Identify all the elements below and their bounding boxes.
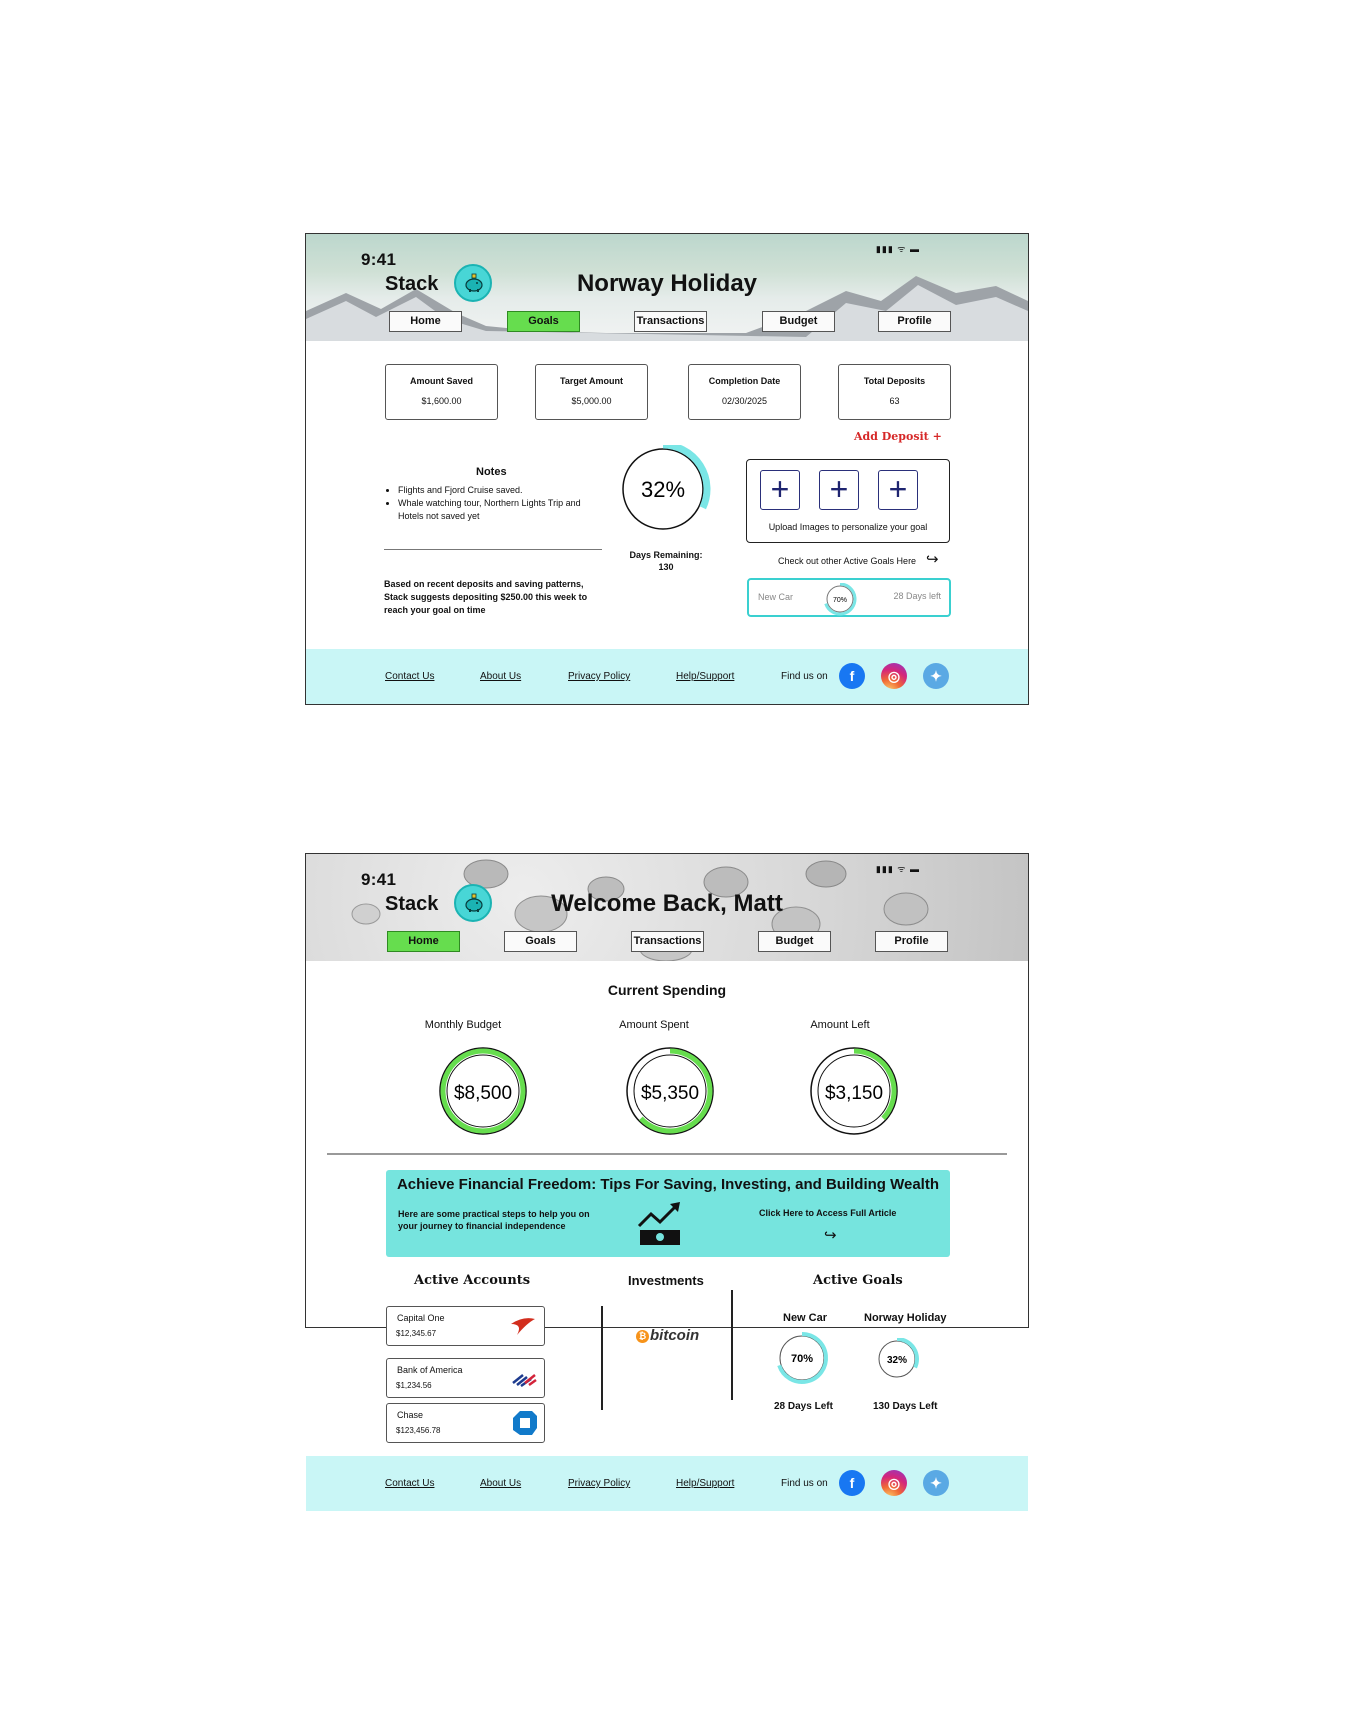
nav-budget[interactable]: Budget [758,931,831,952]
plus-icon[interactable]: + [760,470,800,510]
nav-profile[interactable]: Profile [875,931,948,952]
divider [384,549,602,550]
status-time: 9:41 [361,870,397,889]
facebook-icon[interactable]: f [839,663,865,689]
stat-label: Target Amount [560,376,623,386]
footer-link-help[interactable]: Help/Support [676,1478,735,1489]
investments-title: Investments [628,1273,704,1288]
find-us-label: Find us on [781,671,828,682]
bitcoin-logo[interactable]: ₿ bitcoin [636,1327,699,1344]
stat-card-amount-saved [385,364,498,420]
footer-link-privacy[interactable]: Privacy Policy [568,671,631,682]
spending-ring-value: $8,500 [453,1083,513,1104]
status-indicators: ▮▮▮ ᯤ ▬ [875,864,920,874]
footer [306,649,1028,704]
account-card-bank-of-america[interactable] [386,1358,545,1398]
redo-arrow-icon[interactable]: ↪ [824,1227,837,1244]
notes-title: Notes [476,466,507,478]
stat-label: Total Deposits [863,376,926,386]
home-header [306,854,1028,961]
stat-card-total-deposits [838,364,951,420]
footer-link-about[interactable]: About Us [480,1478,522,1489]
brand-name: Stack [385,893,439,915]
goal-header [306,234,1028,341]
account-balance: $1,234.56 [396,1381,432,1390]
stat-value: $1,600.00 [421,396,462,406]
article-banner[interactable] [386,1170,950,1257]
active-accounts-title: Active Accounts [414,1273,531,1288]
stat-label: Amount Saved [409,376,473,386]
twitter-icon[interactable]: ✦ [923,1470,949,1496]
banner-title: Achieve Financial Freedom: Tips For Saving, Investing, and Building Wealth [396,1176,940,1193]
active-goal-card[interactable] [747,578,951,617]
stat-card-target-amount [535,364,648,420]
goal-name: Norway Holiday [864,1312,947,1324]
stat-value: 02/30/2025 [721,396,768,406]
goal-progress-label: 32% [640,477,686,502]
account-balance: $12,345.67 [396,1329,437,1338]
footer-link-help[interactable]: Help/Support [676,671,735,682]
other-goals-link[interactable]: Check out other Active Goals Here [778,556,917,566]
find-us-label: Find us on [781,1478,828,1489]
ring-label: Amount Spent [619,1019,689,1031]
account-name: Capital One [397,1313,445,1323]
investment-name: bitcoin [650,1327,700,1344]
goal-days-left: 28 Days Left [774,1401,833,1412]
goal-ring-label: 32% [886,1355,908,1366]
stat-value: $5,000.00 [571,396,612,406]
footer-link-contact[interactable]: Contact Us [385,1478,435,1489]
note-item: • Flights and Fjord Cruise saved. [398,484,599,497]
nav-profile[interactable]: Profile [878,311,951,332]
stat-value: 63 [889,396,900,406]
spending-ring-value: $3,150 [824,1083,884,1104]
status-time: 9:41 [361,250,397,269]
spending-ring [623,1044,723,1144]
account-card-capital-one[interactable] [386,1306,545,1346]
nav-home[interactable]: Home [387,931,460,952]
days-remaining-value: 130 [658,562,674,572]
account-balance: $123,456.78 [396,1426,441,1435]
nav-transactions[interactable]: Transactions [631,931,704,952]
days-remaining [616,549,716,573]
page-title: Welcome Back, Matt [551,890,783,917]
capital-one-logo [509,1315,537,1337]
plus-icon[interactable]: + [878,470,918,510]
upload-label: Upload Images to personalize your goal [768,522,928,532]
read-article-link[interactable]: Click Here to Access Full Article [759,1208,897,1218]
goal-days-left: 28 Days left [893,591,941,601]
days-remaining-label: Days Remaining: [629,550,703,560]
stat-label: Completion Date [708,376,781,386]
nav-budget[interactable]: Budget [762,311,835,332]
goal-screen [305,233,1029,705]
ring-label: Monthly Budget [424,1019,502,1031]
footer [306,1456,1028,1511]
goal-name: New Car [783,1312,828,1324]
facebook-icon[interactable]: f [839,1470,865,1496]
goal-ring-label: 70% [790,1353,814,1365]
stat-card-completion-date [688,364,801,420]
account-card-chase[interactable] [386,1403,545,1443]
footer-link-privacy[interactable]: Privacy Policy [568,1478,631,1489]
money-growth-icon [636,1200,686,1248]
brand-name: Stack [385,273,439,295]
deposit-suggestion: Based on recent deposits and saving patterns, Stack suggests depositing $250.00 this week to reach your goal on time [384,579,588,615]
goal-mini-ring [824,583,858,617]
spending-ring-value: $5,350 [640,1083,700,1104]
nav-goals[interactable]: Goals [504,931,577,952]
plus-icon[interactable]: + [819,470,859,510]
goal-days-left: 130 Days Left [873,1401,938,1412]
status-indicators: ▮▮▮ ᯤ ▬ [875,244,920,254]
footer-link-about[interactable]: About Us [480,671,522,682]
goal-mini-label: 70% [832,597,848,604]
column-divider [731,1290,733,1400]
active-goals-title: Active Goals [813,1273,903,1288]
goal-ring[interactable] [776,1332,832,1388]
account-name: Chase [397,1410,424,1420]
banner-description: Here are some practical steps to help you on your journey to financial independence [398,1209,590,1231]
redo-arrow-icon[interactable]: ↪ [926,551,939,568]
note-item: • Whale watching tour, Northern Lights Trip and Hotels not saved yet [398,497,599,523]
footer-link-contact[interactable]: Contact Us [385,671,435,682]
add-deposit-button[interactable]: Add Deposit + [854,430,942,443]
ring-label: Amount Left [810,1019,870,1031]
notes-list [384,484,599,523]
home-screen [305,853,1029,1491]
chase-logo [512,1410,538,1436]
divider [327,1153,1007,1155]
nav-home[interactable]: Home [389,311,462,332]
bank-of-america-logo [511,1371,537,1387]
nav-transactions[interactable]: Transactions [634,311,707,332]
upload-images-box [746,459,950,543]
account-name: Bank of America [397,1365,463,1375]
goal-name: New Car [758,592,794,602]
instagram-icon[interactable]: ◎ [881,663,907,689]
spending-ring [436,1044,536,1144]
twitter-icon[interactable]: ✦ [923,663,949,689]
goal-ring[interactable] [876,1338,922,1384]
instagram-icon[interactable]: ◎ [881,1470,907,1496]
column-divider [601,1306,603,1410]
nav-goals[interactable]: Goals [507,311,580,332]
spending-ring [807,1044,907,1144]
goal-progress-ring [619,445,715,541]
current-spending-title: Current Spending [607,982,727,998]
page-title: Norway Holiday [576,270,758,297]
